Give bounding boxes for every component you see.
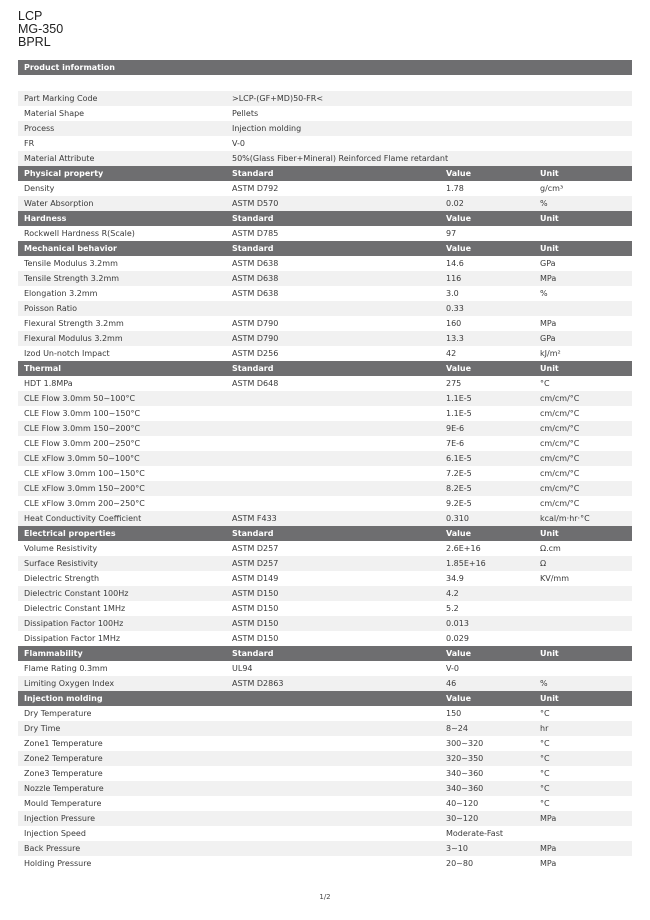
property-value: 7E-6: [446, 439, 465, 448]
section-header: [18, 691, 632, 706]
property-value: 340~360: [446, 769, 484, 778]
property-value: 7.2E-5: [446, 469, 472, 478]
property-unit: %: [540, 199, 548, 208]
property-value: 46: [446, 679, 457, 688]
table-row: [18, 286, 632, 301]
document-title: [18, 10, 63, 49]
section-header: [18, 361, 632, 376]
property-value: 1.1E-5: [446, 409, 472, 418]
table-row: [18, 736, 632, 751]
property-unit: cm/cm/°C: [540, 409, 580, 418]
title-line-grade: MG-350: [18, 22, 64, 36]
property-name: Tensile Strength 3.2mm: [24, 274, 120, 283]
property-value: 4.2: [446, 589, 459, 598]
table-row: [18, 601, 632, 616]
property-name: Tensile Modulus 3.2mm: [24, 259, 118, 268]
table-row: [18, 376, 632, 391]
table-row: [18, 781, 632, 796]
property-name: Heat Conductivity Coefficient: [24, 514, 142, 523]
column-header-standard: Standard: [232, 169, 274, 178]
property-name: Surface Resistivity: [24, 559, 98, 568]
column-header-value: Value: [446, 169, 472, 178]
property-unit: cm/cm/°C: [540, 424, 580, 433]
test-standard: ASTM D790: [232, 319, 279, 328]
property-value: 1.78: [446, 184, 464, 193]
property-name: Dissipation Factor 100Hz: [24, 619, 124, 628]
property-value: 5.2: [446, 604, 459, 613]
property-name: CLE Flow 3.0mm 50~100°C: [24, 394, 136, 403]
property-unit: °C: [540, 799, 550, 808]
info-row: [18, 121, 632, 136]
info-value: V-0: [232, 139, 245, 148]
column-header-value: Value: [446, 214, 472, 223]
property-name: Water Absorption: [24, 199, 94, 208]
column-header-standard: Standard: [232, 244, 274, 253]
property-value: 340~360: [446, 784, 484, 793]
property-unit: MPa: [540, 859, 557, 868]
property-unit: °C: [540, 754, 550, 763]
table-row: [18, 586, 632, 601]
property-name: Holding Pressure: [24, 859, 92, 868]
property-value: 0.013: [446, 619, 469, 628]
table-row: [18, 841, 632, 856]
property-value: 275: [446, 379, 462, 388]
property-value: 3~10: [446, 844, 468, 853]
section-title: Product information: [24, 63, 115, 72]
info-value: Pellets: [232, 109, 259, 118]
property-name: Dielectric Constant 1MHz: [24, 604, 126, 613]
info-label: FR: [24, 139, 35, 148]
property-name: Izod Un-notch Impact: [24, 349, 110, 358]
property-unit: GPa: [540, 334, 556, 343]
column-header-value: Value: [446, 244, 472, 253]
info-row: [18, 151, 632, 166]
table-row: [18, 481, 632, 496]
test-standard: ASTM D149: [232, 574, 279, 583]
column-header-unit: Unit: [540, 649, 559, 658]
property-unit: °C: [540, 784, 550, 793]
property-name: Rockwell Hardness R(Scale): [24, 229, 135, 238]
property-unit: MPa: [540, 814, 557, 823]
section-header: [18, 526, 632, 541]
test-standard: ASTM D150: [232, 619, 279, 628]
table-row: [18, 346, 632, 361]
table-row: [18, 826, 632, 841]
table-row: [18, 466, 632, 481]
property-name: Nozzle Temperature: [24, 784, 104, 793]
property-name: Injection Pressure: [24, 814, 95, 823]
property-unit: GPa: [540, 259, 556, 268]
info-value: Injection molding: [232, 124, 302, 133]
property-unit: cm/cm/°C: [540, 484, 580, 493]
test-standard: ASTM D638: [232, 289, 279, 298]
property-value: 3.0: [446, 289, 459, 298]
property-name: Injection Speed: [24, 829, 86, 838]
property-unit: KV/mm: [540, 574, 569, 583]
column-header-unit: Unit: [540, 169, 559, 178]
property-name: CLE Flow 3.0mm 100~150°C: [24, 409, 141, 418]
column-header-standard: Standard: [232, 364, 274, 373]
table-row: [18, 811, 632, 826]
table-row: [18, 196, 632, 211]
column-header-unit: Unit: [540, 529, 559, 538]
table-row: [18, 406, 632, 421]
test-standard: ASTM D785: [232, 229, 279, 238]
table-row: [18, 796, 632, 811]
property-unit: kJ/m²: [540, 349, 561, 358]
property-value: 320~350: [446, 754, 484, 763]
property-value: 30~120: [446, 814, 479, 823]
property-value: 0.02: [446, 199, 464, 208]
property-value: 20~80: [446, 859, 474, 868]
section-header-product-information: [18, 60, 632, 75]
table-row: [18, 676, 632, 691]
test-standard: ASTM D638: [232, 274, 279, 283]
column-header-unit: Unit: [540, 244, 559, 253]
property-value: 1.85E+16: [446, 559, 486, 568]
table-row: [18, 271, 632, 286]
property-name: Flexural Modulus 3.2mm: [24, 334, 123, 343]
property-value: 8.2E-5: [446, 484, 472, 493]
property-name: Limiting Oxygen Index: [24, 679, 115, 688]
info-row: [18, 106, 632, 121]
section-title: Mechanical behavior: [24, 244, 117, 253]
page-number: 1/2: [319, 893, 331, 901]
property-value: V-0: [446, 664, 459, 673]
property-unit: %: [540, 679, 548, 688]
property-unit: °C: [540, 769, 550, 778]
table-row: [18, 301, 632, 316]
test-standard: ASTM D257: [232, 559, 279, 568]
title-line-material: LCP: [18, 9, 43, 23]
section-title: Hardness: [24, 214, 67, 223]
test-standard: ASTM D150: [232, 604, 279, 613]
property-value: 9E-6: [446, 424, 465, 433]
table-row: [18, 436, 632, 451]
column-header-value: Value: [446, 649, 472, 658]
property-name: Dielectric Constant 100Hz: [24, 589, 129, 598]
property-name: Flexural Strength 3.2mm: [24, 319, 124, 328]
column-header-unit: Unit: [540, 214, 559, 223]
section-title: Injection molding: [24, 694, 103, 703]
property-name: CLE xFlow 3.0mm 100~150°C: [24, 469, 145, 478]
property-name: CLE xFlow 3.0mm 150~200°C: [24, 484, 145, 493]
property-unit: cm/cm/°C: [540, 454, 580, 463]
property-unit: cm/cm/°C: [540, 439, 580, 448]
table-row: [18, 451, 632, 466]
property-name: HDT 1.8MPa: [24, 379, 73, 388]
test-standard: ASTM D792: [232, 184, 279, 193]
table-row: [18, 751, 632, 766]
table-row: [18, 421, 632, 436]
test-standard: ASTM D256: [232, 349, 279, 358]
property-name: Dissipation Factor 1MHz: [24, 634, 121, 643]
property-value: 13.3: [446, 334, 464, 343]
info-row: [18, 91, 632, 106]
property-value: 160: [446, 319, 462, 328]
table-row: [18, 571, 632, 586]
section-header: [18, 646, 632, 661]
property-name: Dry Time: [24, 724, 61, 733]
property-name: Poisson Ratio: [24, 304, 78, 313]
section-title: Physical property: [24, 169, 104, 178]
section-header: [18, 211, 632, 226]
table-row: [18, 511, 632, 526]
property-name: Volume Resistivity: [24, 544, 98, 553]
table-row: [18, 391, 632, 406]
table-row: [18, 616, 632, 631]
property-value: 97: [446, 229, 457, 238]
property-unit: Ω: [540, 559, 547, 568]
table-row: [18, 331, 632, 346]
property-value: Moderate-Fast: [446, 829, 504, 838]
info-value: 50%(Glass Fiber+Mineral) Reinforced Flame retardant: [232, 154, 449, 163]
property-name: Mould Temperature: [24, 799, 102, 808]
info-row: [18, 136, 632, 151]
test-standard: UL94: [232, 664, 253, 673]
section-title: Electrical properties: [24, 529, 116, 538]
test-standard: ASTM D570: [232, 199, 279, 208]
property-unit: °C: [540, 739, 550, 748]
info-value: >LCP-(GF+MD)50-FR<: [232, 94, 324, 103]
section-title: Thermal: [24, 364, 61, 373]
table-row: [18, 706, 632, 721]
column-header-unit: Unit: [540, 364, 559, 373]
property-name: Zone1 Temperature: [24, 739, 103, 748]
property-name: Zone3 Temperature: [24, 769, 103, 778]
property-unit: g/cm³: [540, 184, 564, 193]
table-row: [18, 181, 632, 196]
column-header-standard: Standard: [232, 649, 274, 658]
property-name: Density: [24, 184, 55, 193]
table-row: [18, 256, 632, 271]
column-header-unit: Unit: [540, 694, 559, 703]
property-unit: cm/cm/°C: [540, 469, 580, 478]
property-name: Elongation 3.2mm: [24, 289, 98, 298]
property-name: CLE Flow 3.0mm 200~250°C: [24, 439, 141, 448]
table-row: [18, 316, 632, 331]
table-row: [18, 496, 632, 511]
column-header-standard: Standard: [232, 529, 274, 538]
property-name: CLE xFlow 3.0mm 50~100°C: [24, 454, 140, 463]
property-unit: °C: [540, 379, 550, 388]
property-value: 0.33: [446, 304, 464, 313]
column-header-standard: Standard: [232, 214, 274, 223]
property-name: Dielectric Strength: [24, 574, 100, 583]
title-line-color: BPRL: [18, 35, 51, 49]
property-value: 8~24: [446, 724, 468, 733]
table-row: [18, 541, 632, 556]
property-unit: Ω.cm: [540, 544, 561, 553]
property-value: 14.6: [446, 259, 464, 268]
test-standard: ASTM D150: [232, 634, 279, 643]
property-unit: MPa: [540, 319, 557, 328]
info-label: Material Shape: [24, 109, 85, 118]
property-value: 42: [446, 349, 457, 358]
property-value: 0.029: [446, 634, 469, 643]
table-row: [18, 556, 632, 571]
property-name: Zone2 Temperature: [24, 754, 103, 763]
property-unit: hr: [540, 724, 549, 733]
property-value: 1.1E-5: [446, 394, 472, 403]
property-value: 40~120: [446, 799, 479, 808]
section-header: [18, 166, 632, 181]
test-standard: ASTM F433: [232, 514, 277, 523]
property-name: CLE Flow 3.0mm 150~200°C: [24, 424, 141, 433]
property-value: 300~320: [446, 739, 484, 748]
info-label: Process: [24, 124, 55, 133]
test-standard: ASTM D150: [232, 589, 279, 598]
column-header-value: Value: [446, 364, 472, 373]
property-value: 116: [446, 274, 462, 283]
table-row: [18, 631, 632, 646]
property-name: Dry Temperature: [24, 709, 92, 718]
column-header-value: Value: [446, 694, 472, 703]
property-unit: %: [540, 289, 548, 298]
test-standard: ASTM D257: [232, 544, 279, 553]
table-row: [18, 661, 632, 676]
info-label: Material Attribute: [24, 154, 95, 163]
test-standard: ASTM D2863: [232, 679, 284, 688]
column-header-value: Value: [446, 529, 472, 538]
test-standard: ASTM D638: [232, 259, 279, 268]
property-unit: cm/cm/°C: [540, 499, 580, 508]
test-standard: ASTM D648: [232, 379, 279, 388]
table-row: [18, 856, 632, 871]
property-value: 0.310: [446, 514, 469, 523]
property-value: 2.6E+16: [446, 544, 481, 553]
info-label: Part Marking Code: [24, 94, 98, 103]
table-row: [18, 766, 632, 781]
property-name: Flame Rating 0.3mm: [24, 664, 108, 673]
property-unit: cm/cm/°C: [540, 394, 580, 403]
property-unit: MPa: [540, 844, 557, 853]
property-value: 6.1E-5: [446, 454, 472, 463]
property-unit: kcal/m·hr·°C: [540, 514, 590, 523]
property-name: CLE xFlow 3.0mm 200~250°C: [24, 499, 145, 508]
property-value: 9.2E-5: [446, 499, 472, 508]
property-unit: °C: [540, 709, 550, 718]
property-value: 34.9: [446, 574, 464, 583]
section-title: Flammability: [24, 649, 83, 658]
property-value: 150: [446, 709, 462, 718]
property-unit: MPa: [540, 274, 557, 283]
property-name: Back Pressure: [24, 844, 81, 853]
table-row: [18, 226, 632, 241]
table-row: [18, 721, 632, 736]
test-standard: ASTM D790: [232, 334, 279, 343]
section-header: [18, 241, 632, 256]
